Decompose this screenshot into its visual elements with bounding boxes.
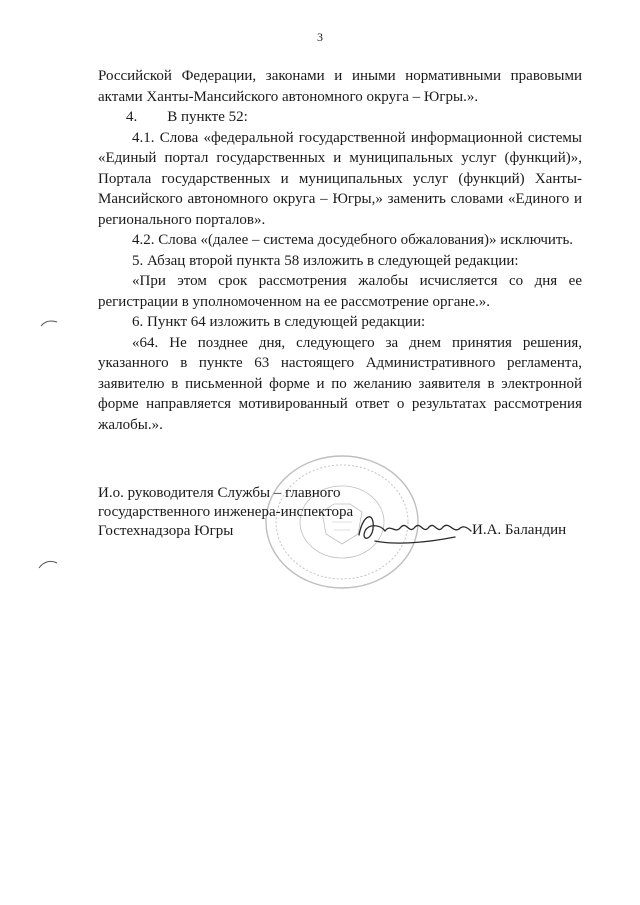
page-number: 3 [317, 30, 323, 44]
signer-name: И.А. Баландин [472, 522, 567, 538]
paragraph-continuation: Российской Федерации, законами и иными нормативными правовыми актами Ханты-Мансийского автономного округа – Югры.». [98, 68, 582, 105]
item-4-number: 4. [126, 109, 138, 125]
paragraph-item-6-quote: «64. Не позднее дня, следующего за днем принятия решения, указанного в пункте 63 настоящего Административного регламента, заявителю в письменной форме и по желанию заявителя в электронной форме направляется мотивированный ответ о результатах рассмотрения жалобы.». [98, 334, 582, 433]
document-body [98, 66, 582, 435]
paragraph-item-5-quote: «При этом срок рассмотрения жалобы исчисляется со дня ее регистрации в уполномоченном на ее рассмотрение органе.». [98, 273, 582, 310]
signer-title-line-3: Гостехнадзора Югры [98, 523, 234, 539]
paragraph-item-6: 6. Пункт 64 изложить в следующей редакции: [132, 314, 426, 330]
paragraph-item-4 [98, 107, 582, 128]
paragraph-item-4-2: 4.2. Слова «(далее – система досудебного обжалования)» исключить. [132, 232, 574, 248]
paragraph-item-5: 5. Абзац второй пункта 58 изложить в следующей редакции: [132, 252, 519, 269]
signature-block [98, 484, 353, 541]
signer-title-line-1: И.о. руководителя Службы – главного [98, 485, 341, 501]
item-4-text: В пункте 52: [167, 109, 248, 125]
handwritten-signature [355, 505, 475, 550]
paragraph-item-4-1: 4.1. Слова «федеральной государственной информационной системы «Единый портал государственных и муниципальных услуг (функций)», Портала государственных и муниципальных услуг (функций) Ханты-Мансийского автономного округа – Югры,» заменить словами «Единого и регионального порталов». [98, 129, 582, 228]
margin-mark [38, 558, 58, 570]
signer-title-line-2: государственного инженера-инспектора [98, 504, 354, 520]
margin-mark [40, 318, 58, 328]
